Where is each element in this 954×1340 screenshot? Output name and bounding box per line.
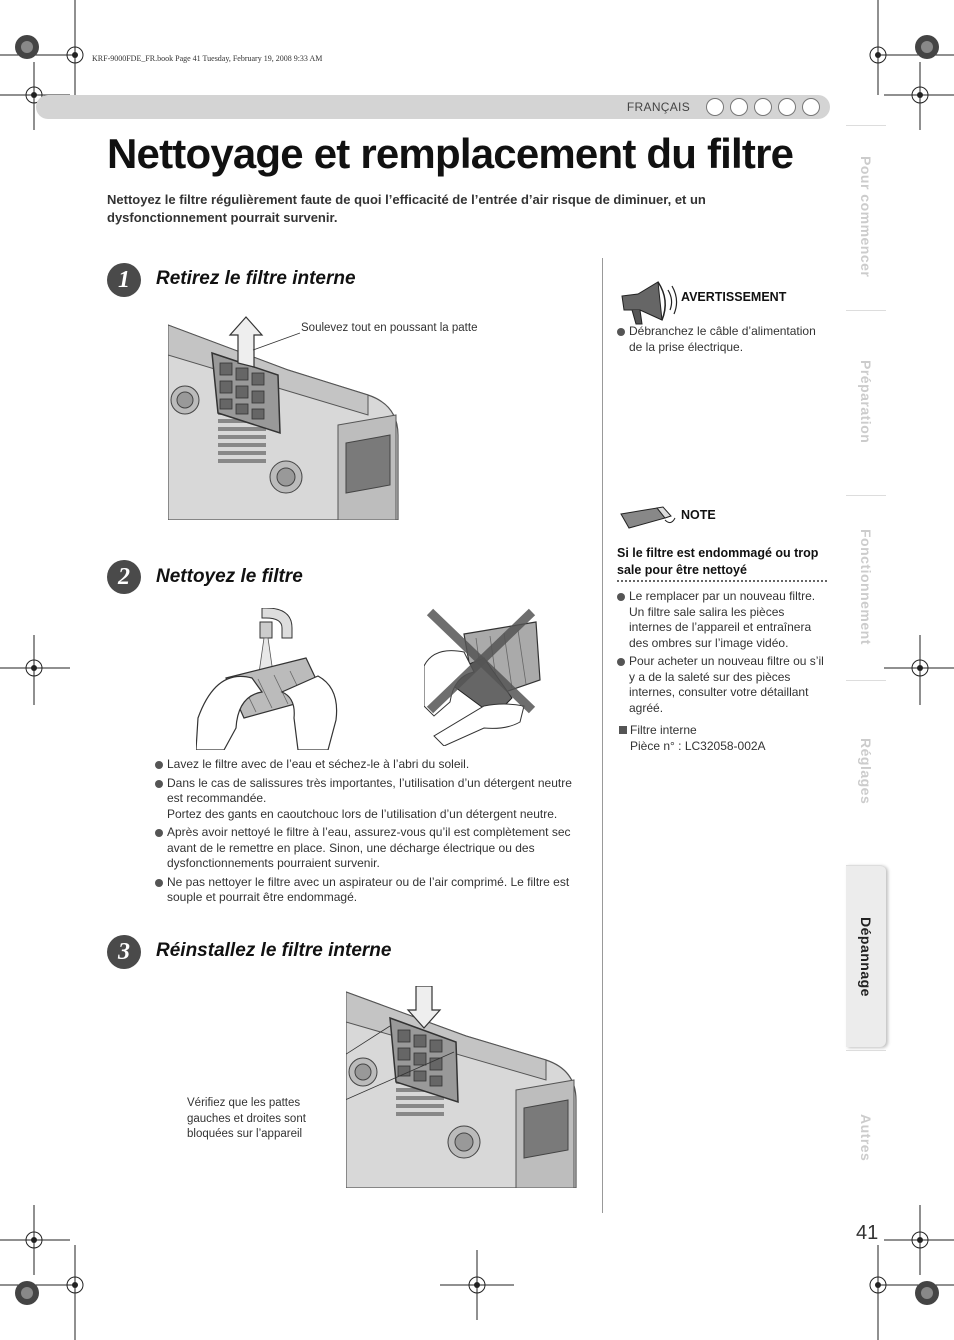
warning-heading: AVERTISSEMENT <box>681 290 787 304</box>
megaphone-icon <box>618 280 678 326</box>
language-indicator <box>706 98 820 116</box>
print-header: KRF-9000FDE_FR.book Page 41 Tuesday, February 19, 2008 9:33 AM <box>92 54 323 63</box>
part-info <box>619 723 766 754</box>
list-item: Dans le cas de salissures très importantes, l’utilisation d’un détergent neutre est recommandée. Portez des gants en caoutchouc lors de l’utilisation d’un détergent neutre. <box>155 776 591 823</box>
note-subheading: Si le filtre est endommagé ou trop sale pour être nettoyé <box>617 546 819 577</box>
note-list <box>617 589 829 719</box>
list-item: Débranchez le câble d’alimentation de la prise électrique. <box>617 324 829 355</box>
page-title: Nettoyage et remplacement du filtre <box>107 130 794 177</box>
part-name: Filtre interne <box>630 723 697 737</box>
language-dot <box>778 98 796 116</box>
washing-filter-illustration <box>196 608 346 750</box>
reinstall-filter-illustration <box>346 986 581 1188</box>
warning-list <box>617 324 829 358</box>
no-vacuum-illustration <box>424 606 544 746</box>
step-number-3: 3 <box>107 935 141 969</box>
list-item: Pour acheter un nouveau filtre ou s’il y a de la saleté sur des pièces internes, consulter votre détaillant agréé. <box>617 654 829 716</box>
language-dot <box>730 98 748 116</box>
cleaning-instructions <box>155 757 591 909</box>
page-number: 41 <box>856 1222 879 1244</box>
tab-reglages[interactable]: Réglages <box>846 680 886 862</box>
list-item: Le remplacer par un nouveau filtre. Un filtre sale salira les pièces internes de l’appareil et entraînera des ombres sur l’image vidéo. <box>617 589 829 651</box>
callout-check-tabs: Vérifiez que les pattes gauches et droites sont bloquées sur l’appareil <box>187 1097 306 1140</box>
language-dot <box>754 98 772 116</box>
step-number-1: 1 <box>107 263 141 297</box>
tab-autres[interactable]: Autres <box>846 1050 886 1225</box>
pencil-note-icon <box>619 506 677 532</box>
step-title-2: Nettoyez le filtre <box>156 566 303 587</box>
tab-depannage[interactable]: Dépannage <box>846 865 886 1047</box>
part-number: Pièce n° : LC32058-002A <box>630 738 766 753</box>
step-title-3: Réinstallez le filtre interne <box>156 940 392 961</box>
language-dot <box>802 98 820 116</box>
language-dot <box>706 98 724 116</box>
list-item: Lavez le filtre avec de l’eau et séchez-le à l’abri du soleil. <box>155 757 591 773</box>
language-bar <box>36 95 830 119</box>
remove-filter-illustration <box>168 315 408 520</box>
column-divider <box>602 258 603 1213</box>
list-item: Ne pas nettoyer le filtre avec un aspirateur ou de l’air comprimé. Le filtre est souple et pourrait être endommagé. <box>155 875 591 906</box>
tab-fonctionnement[interactable]: Fonctionnement <box>846 495 886 677</box>
intro-text: Nettoyez le filtre régulièrement faute de quoi l’efficacité de l’entrée d’air risque de diminuer, et un dysfonctionnement pourrait survenir. <box>107 192 706 225</box>
language-label: FRANÇAIS <box>626 100 690 114</box>
list-item: Après avoir nettoyé le filtre à l’eau, assurez-vous qu’il est complètement sec avant de le remettre en place. Sinon, une décharge électrique ou des dysfonctionnements pourraient survenir. <box>155 825 591 872</box>
dotted-divider <box>617 580 827 582</box>
callout-lift-filter: Soulevez tout en poussant la patte <box>301 322 478 334</box>
square-bullet-icon <box>619 726 627 734</box>
note-heading: NOTE <box>681 508 716 522</box>
step-number-2: 2 <box>107 560 141 594</box>
tab-preparation[interactable]: Préparation <box>846 310 886 492</box>
step-title-1: Retirez le filtre interne <box>156 268 356 289</box>
tab-pour-commencer[interactable]: Pour commencer <box>846 125 886 307</box>
